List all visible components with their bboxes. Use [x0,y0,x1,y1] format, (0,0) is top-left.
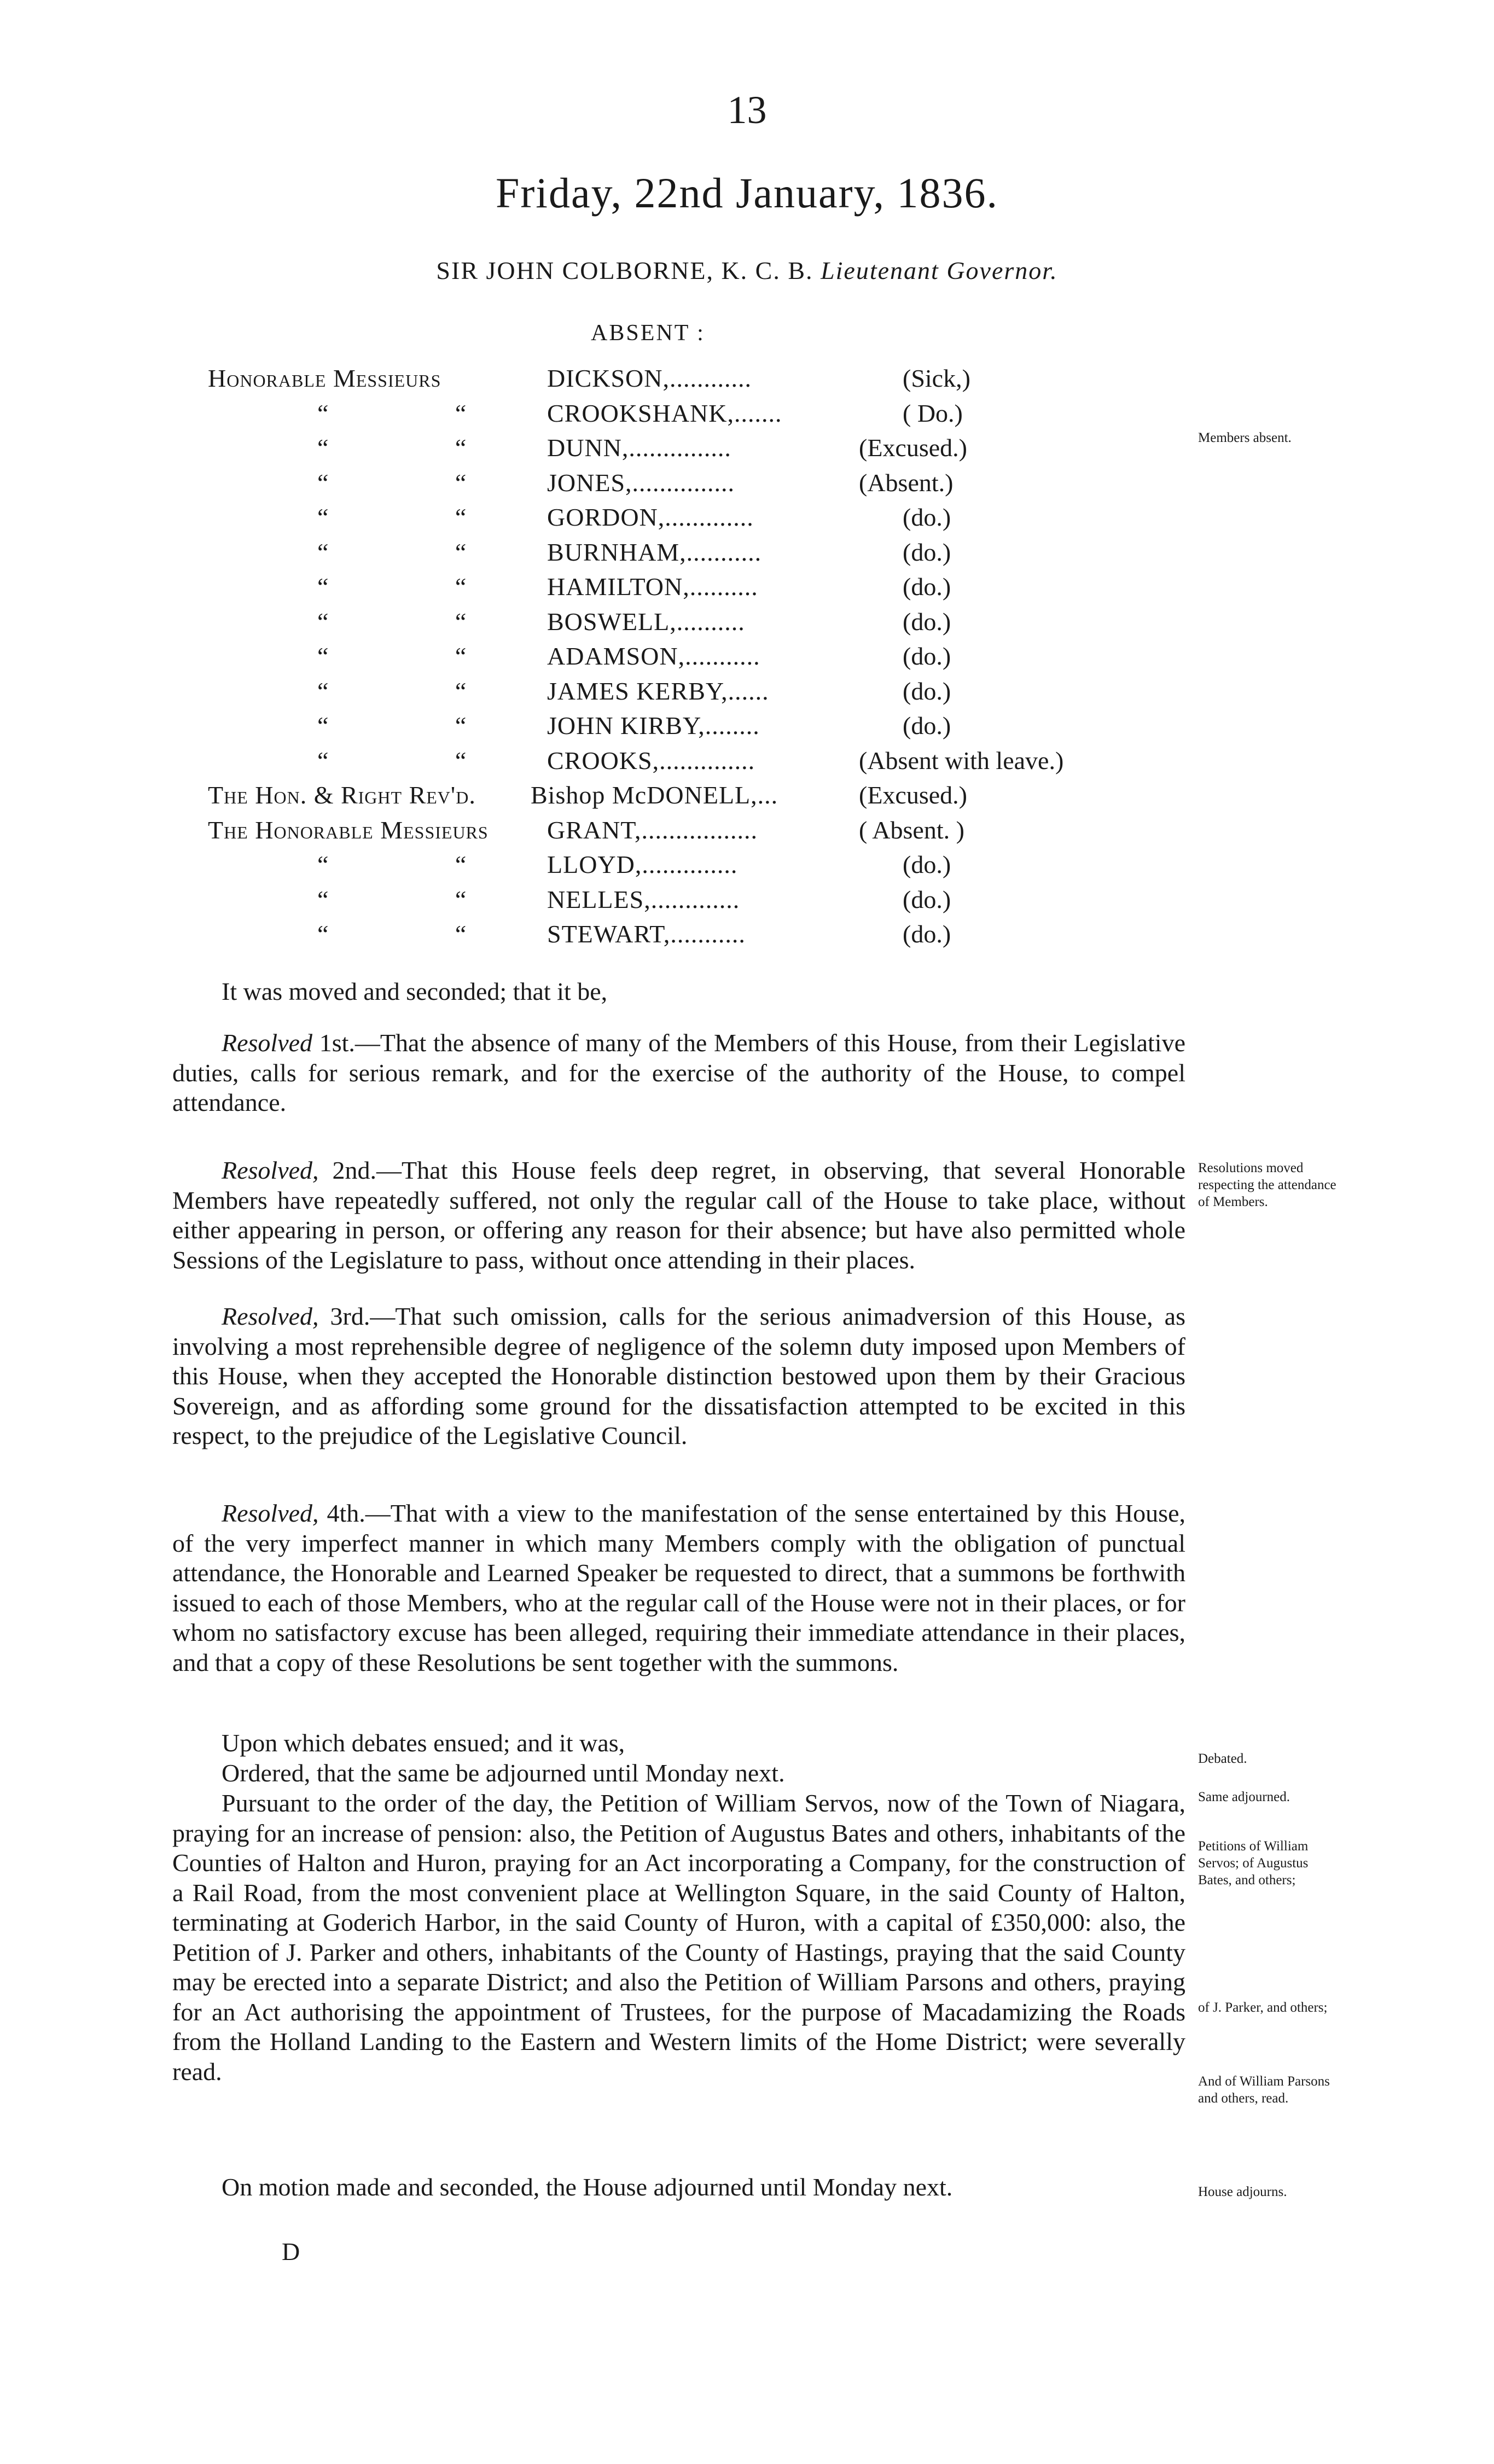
resolution-1-text: 1st.—That the absence of many of the Members of this House, from their Legislative duties, calls for serious remark, and for the exercise of the authority of the House, to compel attendance. [172,1029,1185,1116]
side-note-petitions: Petitions of William Servos; of Augustus Bates, and others; [1198,1839,1309,1888]
ordered-line: Ordered, that the same be adjourned until Monday next. [222,1759,785,1787]
governor-name: SIR JOHN COLBORNE, K. C. B. [436,257,813,284]
resolution-1 [172,1028,1185,1118]
member-name: JAMES KERBY,...... [547,677,769,705]
side-note-parker: of J. Parker, and others; [1198,2000,1328,2015]
member-name: JOHN KIRBY,........ [547,712,760,739]
member-title: “ “ [317,677,467,705]
member-status: ( Absent. ) [859,815,964,844]
side-note-members-absent: Members absent. [1198,430,1292,445]
member-title: Honorable Messieurs [208,364,441,392]
member-name: Bishop McDONELL,... [531,781,778,809]
member-title: “ “ [317,538,467,566]
member-status: (Absent.) [859,468,954,497]
governor-line [0,256,1494,285]
resolution-4-text: 4th.—That with a view to the manifestation of the sense entertained by this House, of the very imperfect manner in which many Members comply with the obligation of punctual attendance, the Honorable and Learned Speaker be requested to direct, that a summons be forthwith issued to each of those Members, who at the regular call of the House were not in their places, or for whom no satisfactory excuse has been alleged, requiring their immediate attendance in their places, and that a copy of these Resolutions be sent together with the summons. [172,1499,1185,1676]
page-number: 13 [727,88,767,132]
member-title: “ “ [317,746,467,774]
member-status: (Excused.) [859,781,967,809]
member-title: “ “ [317,642,467,670]
resolution-2 [172,1156,1185,1275]
member-title: The Hon. & Right Rev'd. [208,781,476,809]
member-title: “ “ [317,851,467,878]
member-status: (do.) [903,607,951,636]
member-name: BURNHAM,........... [547,538,762,566]
signature-mark: D [282,2238,300,2265]
member-status: (do.) [903,712,951,739]
member-status: (do.) [903,503,951,531]
member-status: (do.) [903,851,951,878]
side-note-debated: Debated. [1198,1751,1247,1766]
member-name: HAMILTON,.......... [547,573,758,601]
resolution-3-label: Resolved, [222,1302,319,1330]
member-title: “ “ [317,573,467,601]
member-name: ADAMSON,........... [547,642,760,670]
debates-line: Upon which debates ensued; and it was, [222,1729,625,1757]
member-title: “ “ [317,607,467,636]
member-name: DUNN,............... [547,434,731,462]
member-title: “ “ [317,503,467,531]
motion-line: It was moved and seconded; that it be, [222,977,608,1005]
governor-title: Lieutenant Governor. [821,257,1058,284]
member-name: LLOYD,.............. [547,851,738,878]
member-status: (do.) [903,642,951,670]
resolution-2-text: 2nd.—That this House feels deep regret, in observing, that several Honorable Members have repeatedly suffered, not only the regular call of the House to take place, without either appearing in person, or offering any reason for their absence; but have also permitted whole Sessions of the Legislature to pass, without once attending in their places. [172,1156,1185,1274]
member-title: “ “ [317,712,467,739]
resolution-4 [172,1499,1185,1677]
dateline: Friday, 22nd January, 1836. [495,169,999,217]
resolution-3-text: 3rd.—That such omission, calls for the serious animadversion of this House, as involving a most reprehensible degree of negligence of the solemn duty imposed upon Members of this House, when they accepted the Honorable distinction bestowed upon them by their Gracious Sovereign, and as affording some ground for the dissatisfaction attempted to be excited in this respect, to the prejudice of the Legislative Council. [172,1302,1185,1449]
member-name: JONES,............... [547,468,735,497]
member-title: The Honorable Messieurs [208,815,489,844]
member-name: STEWART,........... [547,920,746,948]
petitions-paragraph: Pursuant to the order of the day, the Petition of William Servos, now of the Town of Niagara, praying for an increase of pension: also, the Petition of Augustus Bates and others, inhabitants of the Counties of Halton and Huron, praying for an Act incorporating a Company, for the construction of a Rail Road, from the most convenient place at Wellington Square, in the said County of Halton, terminating at Goderich Harbor, in the said County of Huron, with a capital of £350,000: also, the Petition of J. Parker and others, inhabitants of the County of Hastings, praying that the said County may be erected into a separate District; and also the Petition of William Parsons and others, praying for an Act authorising the appointment of Trustees, for the purpose of Macadamizing the Roads from the Holland Landing to the Eastern and Western limits of the Home District; were severally read. [172,1789,1185,2086]
member-title: “ “ [317,885,467,913]
member-status: (Sick,) [903,364,970,392]
member-name: CROOKSHANK,....... [547,399,782,427]
member-name: BOSWELL,.......... [547,607,745,636]
member-title: “ “ [317,468,467,497]
member-status: (do.) [903,885,951,913]
member-name: DICKSON,............ [547,364,752,392]
resolution-3 [172,1302,1185,1451]
side-note-house-adjourns: House adjourns. [1198,2185,1287,2199]
member-name: GORDON,............. [547,503,754,531]
side-note-resolutions: Resolutions moved respecting the attendance of Members. [1198,1161,1336,1209]
member-status: (Absent with leave.) [859,746,1064,774]
resolution-4-label: Resolved, [222,1499,319,1527]
member-status: (Excused.) [859,434,967,462]
resolution-2-label: Resolved, [222,1156,319,1184]
member-name: GRANT,................. [547,815,758,844]
member-status: (do.) [903,920,951,948]
member-name: NELLES,............. [547,885,740,913]
final-motion: On motion made and seconded, the House adjourned until Monday next. [222,2173,953,2201]
member-status: ( Do.) [903,399,963,427]
member-status: (do.) [903,677,951,705]
member-name: CROOKS,.............. [547,746,755,774]
member-status: (do.) [903,538,951,566]
absent-heading: ABSENT : [591,321,705,346]
side-note-adjourned: Same adjourned. [1198,1790,1290,1804]
side-note-parsons: And of William Parsons and others, read. [1198,2074,1330,2106]
member-title: “ “ [317,434,467,462]
member-title: “ “ [317,920,467,948]
member-title: “ “ [317,399,467,427]
resolution-1-label: Resolved [222,1029,313,1057]
member-status: (do.) [903,573,951,601]
